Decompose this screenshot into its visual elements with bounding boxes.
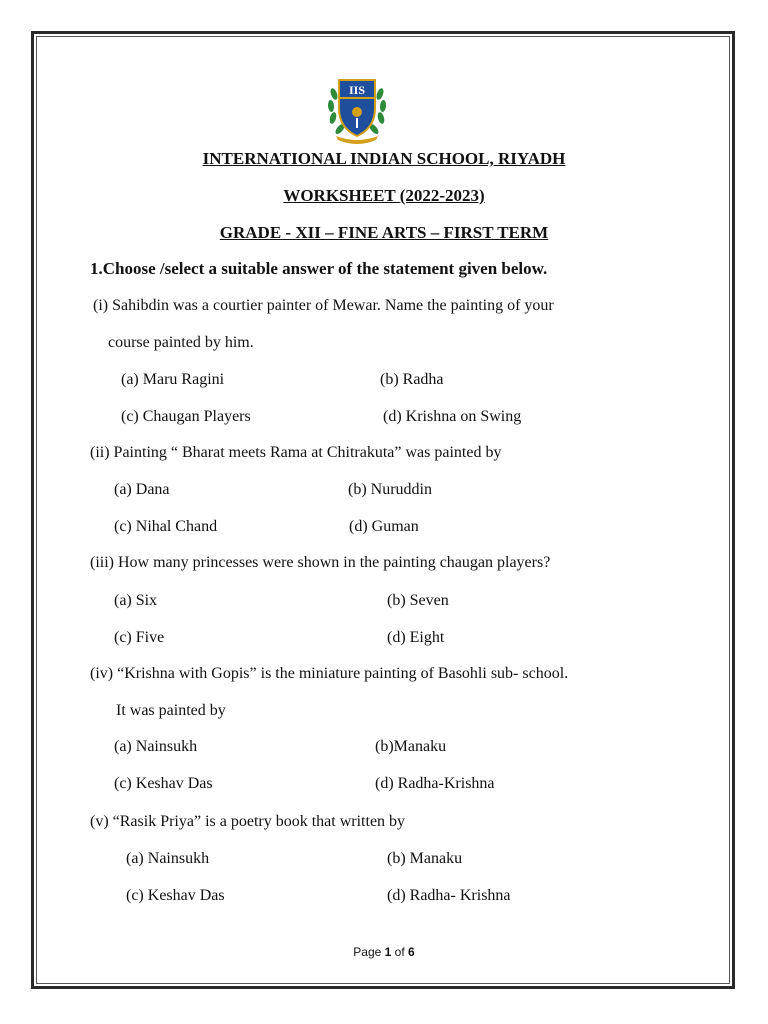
- footer-total-pages: 6: [408, 945, 415, 959]
- question-1-option-b: (b) Radha: [380, 371, 444, 388]
- page-border-inner: [36, 36, 730, 984]
- question-4-option-a: (a) Nainsukh: [114, 738, 198, 755]
- question-3-option-a: (a) Six: [114, 592, 158, 609]
- section-heading: 1.Choose /select a suitable answer of the statement given below.: [90, 259, 548, 278]
- question-4-option-b: (b)Manaku: [375, 738, 447, 755]
- question-3-line-1: (iii) How many princesses were shown in the painting chaugan players?: [90, 554, 551, 571]
- question-4-line-1: (iv) “Krishna with Gopis” is the miniature painting of Basohli sub- school.: [90, 665, 569, 682]
- question-1-line-2: course painted by him.: [108, 334, 254, 351]
- question-3-option-d: (d) Eight: [387, 629, 445, 646]
- question-3-option-b: (b) Seven: [387, 592, 449, 609]
- page-footer: [0, 944, 768, 960]
- question-5-option-b: (b) Manaku: [387, 850, 463, 867]
- school-name: INTERNATIONAL INDIAN SCHOOL, RIYADH: [202, 149, 566, 168]
- logo-text: IIS: [348, 83, 366, 97]
- grade-title: GRADE - XII – FINE ARTS – FIRST TERM: [219, 223, 549, 242]
- question-2-option-a: (a) Dana: [114, 481, 170, 498]
- question-2-option-b: (b) Nuruddin: [348, 481, 432, 498]
- question-3-option-c: (c) Five: [114, 629, 165, 646]
- question-4-option-c: (c) Keshav Das: [114, 775, 213, 792]
- question-4-option-d: (d) Radha-Krishna: [375, 775, 495, 792]
- question-5-option-c: (c) Keshav Das: [126, 887, 225, 904]
- footer-page-number: 1: [384, 945, 392, 959]
- worksheet-title: WORKSHEET (2022-2023): [283, 186, 485, 205]
- question-1-line-1: (i) Sahibdin was a courtier painter of Mewar. Name the painting of your: [93, 297, 554, 314]
- footer-page-label: Page: [353, 945, 382, 959]
- question-5-option-d: (d) Radha- Krishna: [387, 887, 511, 904]
- question-5-line-1: (v) “Rasik Priya” is a poetry book that written by: [90, 813, 406, 830]
- question-2-option-d: (d) Guman: [349, 518, 419, 535]
- question-1-option-a: (a) Maru Ragini: [121, 371, 225, 388]
- question-1-option-c: (c) Chaugan Players: [121, 408, 251, 425]
- question-4-line-2: It was painted by: [116, 702, 226, 719]
- footer-of-label: of: [394, 945, 405, 959]
- question-2-option-c: (c) Nihal Chand: [114, 518, 218, 535]
- question-5-option-a: (a) Nainsukh: [126, 850, 210, 867]
- question-1-option-d: (d) Krishna on Swing: [383, 408, 522, 425]
- school-logo: [326, 74, 388, 144]
- question-2-line-1: (ii) Painting “ Bharat meets Rama at Chitrakuta” was painted by: [90, 444, 502, 461]
